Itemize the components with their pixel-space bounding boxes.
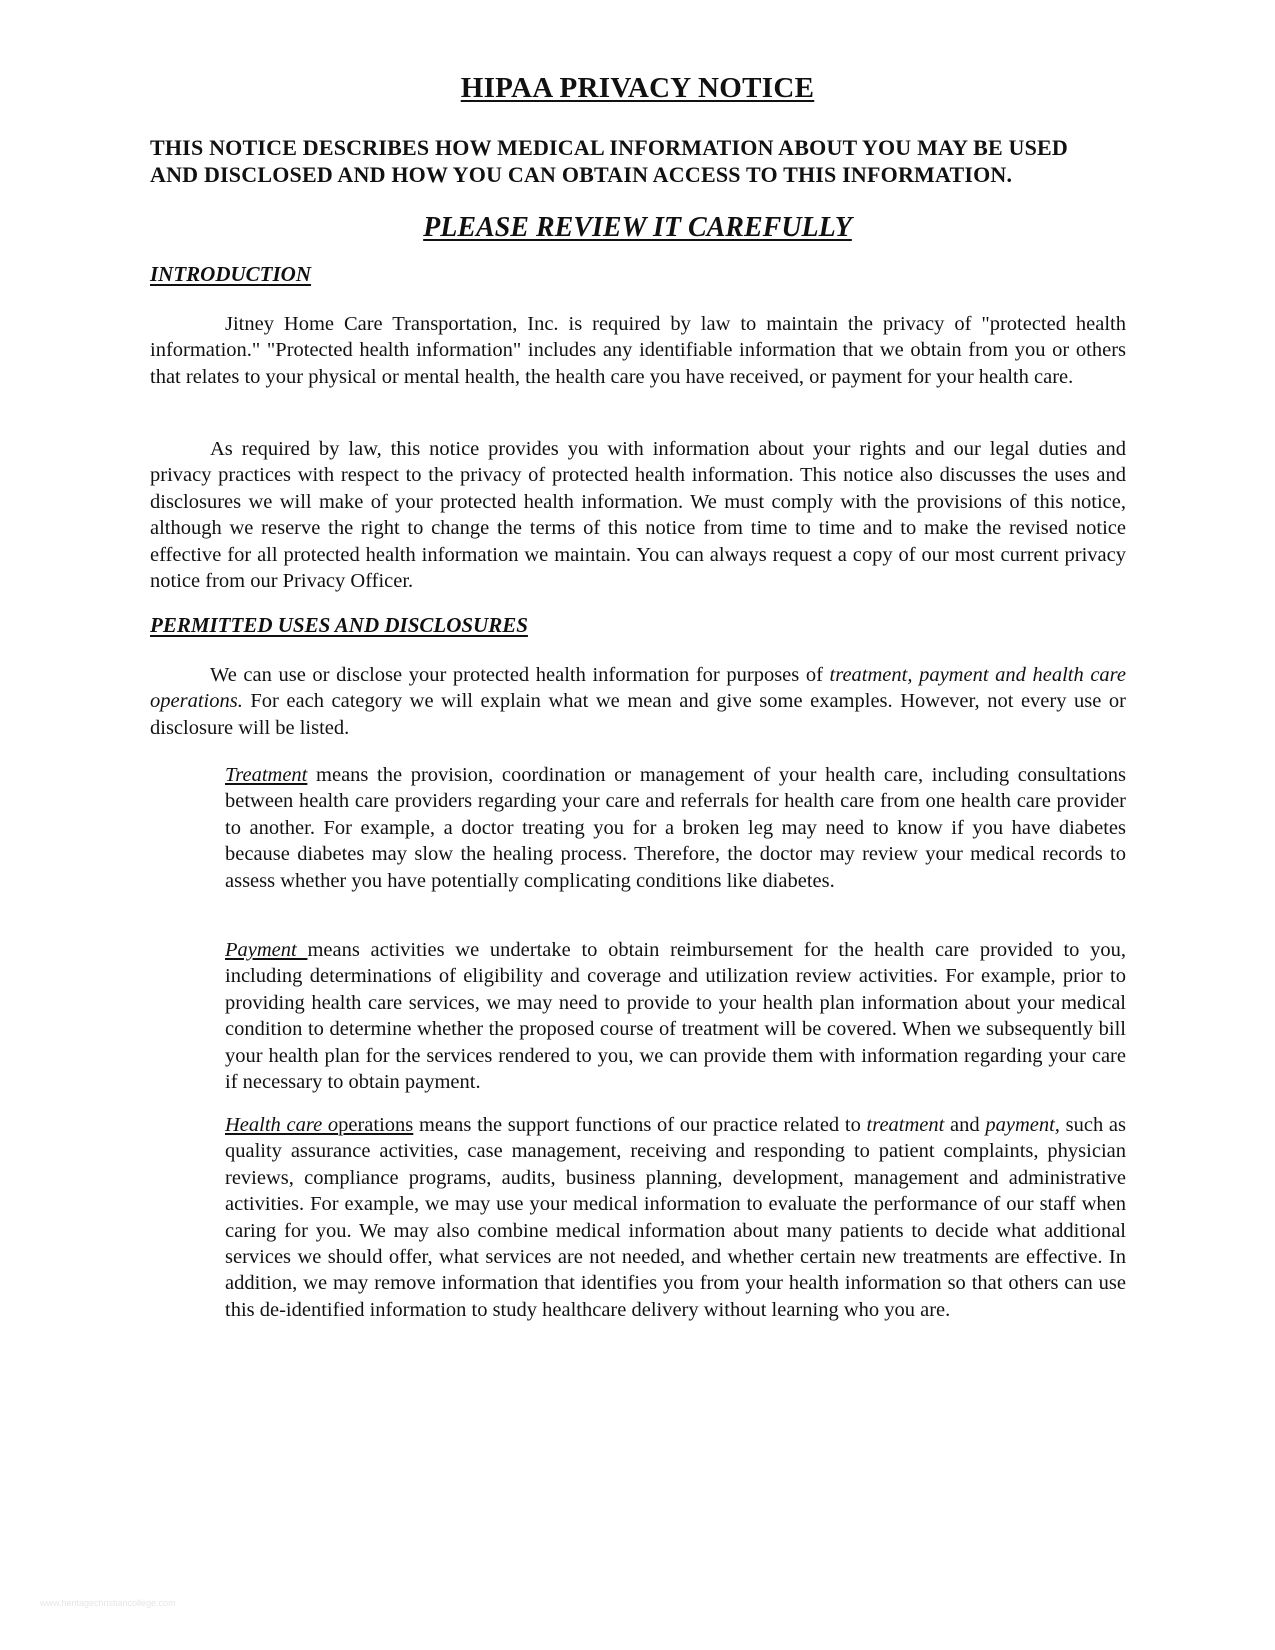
operations-text-1: means the support functions of our practice related to — [413, 1114, 867, 1136]
review-heading: PLEASE REVIEW IT CAREFULLY — [423, 212, 852, 243]
permitted-uses-intro — [150, 662, 1126, 741]
introduction-paragraph-2: As required by law, this notice provides you with information about your rights and our legal duties and privacy practices with respect to the privacy of protected health information. This notice also discusses the uses and disclosures we will make of your protected health information. We must comply with the provisions of this notice, although we reserve the right to change the terms of this notice from time to time and to make the revised notice effective for all protected health information we maintain. You can always request a copy of our most current privacy notice from our Privacy Officer. — [150, 438, 1126, 593]
permitted-intro-start: We can use or disclose your protected health information for purposes of — [210, 664, 830, 686]
operations-text-2: and — [944, 1114, 986, 1136]
payment-term: Payment — [225, 939, 308, 961]
permitted-intro-end: For each category we will explain what we mean and give some examples. However, not every use or disclosure will be listed. — [150, 690, 1126, 739]
payment-text: means activities we undertake to obtain reimbursement for the health care provided to you, including determinations of eligibility and coverage and utilization review activities. For example, prior to providing health care services, we may need to provide to your health plan information about your medical condition to determine whether the proposed course of treatment will be covered. When we subsequently bill your health plan for the services rendered to you, we can provide them with information regarding your care if necessary to obtain payment. — [225, 939, 1126, 1094]
operations-paragraph — [225, 1112, 1126, 1323]
introduction-paragraph-1: Jitney Home Care Transportation, Inc. is required by law to maintain the privacy of "protected health information." "Protected health information" includes any identifiable information that we obtain from you or others that relates to your physical or mental health, the health care you have received, or payment for your health care. — [150, 313, 1126, 388]
treatment-paragraph — [225, 762, 1126, 894]
document-title: HIPAA PRIVACY NOTICE — [460, 72, 815, 104]
treatment-text: means the provision, coordination or management of your health care, including consultations between health care providers regarding your care and referrals for health care from one health care provider to another. For example, a doctor treating you for a broken leg may need to know if you have diabetes because diabetes may slow the healing process. Therefore, the doctor may review your medical records to assess whether you have potentially complicating conditions like diabetes. — [225, 764, 1126, 892]
subtitle-line-1: THIS NOTICE DESCRIBES HOW MEDICAL INFORMATION ABOUT YOU MAY BE USED — [150, 135, 1069, 160]
operations-term-plain: perations — [338, 1114, 414, 1136]
payment-paragraph — [225, 937, 1126, 1095]
operations-term-italic: Health care o — [225, 1114, 339, 1136]
operations-text-3: such as quality assurance activities, case management, receiving and responding to patient complaints, physician reviews, compliance programs, audits, business planning, development, management and administrative activities. For example, we may use your medical information to evaluate the performance of our staff when caring for you. We may also combine medical information about many patients to decide what additional services we should offer, what services are not needed, and whether certain new treatments are effective. In addition, we may remove information that identifies you from your health information so that others can use this de-identified information to study healthcare delivery without learning who you are. — [225, 1114, 1127, 1321]
watermark: www.heritagechristiancollege.com — [40, 1598, 176, 1608]
permitted-intro-italic: treatment, payment and health care operations. — [150, 664, 1126, 713]
permitted-uses-heading: PERMITTED USES AND DISCLOSURES — [150, 613, 528, 637]
operations-italic-1: treatment — [866, 1114, 945, 1136]
treatment-term: Treatment — [225, 764, 308, 786]
introduction-heading: INTRODUCTION — [150, 262, 312, 286]
operations-italic-2: payment, — [985, 1114, 1060, 1136]
notice-subtitle — [150, 134, 1126, 188]
subtitle-line-2: AND DISCLOSED AND HOW YOU CAN OBTAIN ACCESS TO THIS INFORMATION. — [150, 162, 1013, 187]
